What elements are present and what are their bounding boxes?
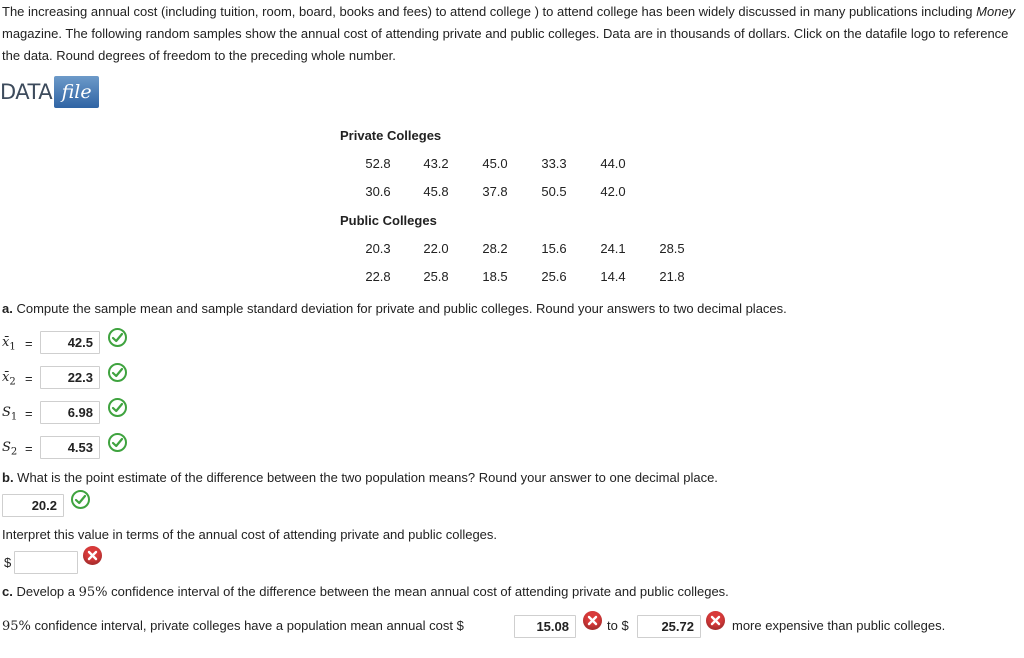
check-icon [108, 328, 127, 347]
public-cell: 28.5 [659, 241, 685, 256]
s1-label [2, 405, 17, 423]
public-cell: 24.1 [600, 241, 626, 256]
public-cell: 25.8 [423, 269, 449, 284]
s2-input[interactable]: 4.53 [40, 436, 100, 459]
part-a-text: Compute the sample mean and sample standard deviation for private and public colleges. Round your answers to two decimal places. [12, 301, 787, 316]
s2-label [2, 440, 17, 458]
part-a-label: a. [2, 301, 13, 316]
intro-text-1: The increasing annual cost (including tuition, room, board, books and fees) to attend college ) to attend college has been widely discussed in many publications including [2, 4, 977, 19]
private-cell: 33.3 [541, 156, 567, 171]
part-c-text-post: confidence interval of the difference between the mean annual cost of attending private and public colleges. [107, 584, 729, 599]
equals-sign: = [25, 406, 33, 421]
s2-subscript: 2 [10, 446, 18, 458]
s1-symbol: S [2, 405, 11, 420]
public-cell: 21.8 [659, 269, 685, 284]
intro-text-2: magazine. The following random samples show the annual cost of attending private and public colleges. Data are in thousands of dollars. Click on the datafile logo to reference the data. Round degrees of freedom to the preceding whole number. [2, 26, 1009, 63]
logo-data-text: DATA [0, 80, 53, 104]
ci-tail-text: more expensive than public colleges. [732, 618, 946, 633]
s1-input[interactable]: 6.98 [40, 401, 100, 424]
xbar1-subscript: 1 [9, 341, 16, 353]
private-cell: 50.5 [541, 184, 567, 199]
public-cell: 25.6 [541, 269, 567, 284]
part-c-label: c. [2, 584, 13, 599]
public-cell: 22.8 [365, 269, 391, 284]
check-icon [108, 433, 127, 452]
part-c-pct: 95% [78, 585, 108, 600]
private-cell: 52.8 [365, 156, 391, 171]
intro-magazine: Money [976, 4, 1016, 19]
private-cell: 45.0 [482, 156, 508, 171]
part-c-question [2, 584, 729, 600]
check-icon [108, 363, 127, 382]
dollar-sign: $ [4, 555, 12, 570]
interpret-text: Interpret this value in terms of the annual cost of attending private and public colleges. [2, 527, 498, 542]
datafile-logo[interactable] [0, 76, 99, 108]
public-cell: 20.3 [365, 241, 391, 256]
ci-lower-input[interactable]: 15.08 [514, 615, 576, 638]
interpret-input[interactable] [14, 551, 78, 574]
public-cell: 15.6 [541, 241, 567, 256]
xbar1-label [2, 335, 16, 353]
part-c-text-pre: Develop a [12, 584, 79, 599]
incorrect-icon [83, 546, 102, 565]
part-b-question [2, 470, 718, 485]
s1-subscript: 1 [10, 411, 18, 423]
logo-file-text: file [54, 76, 99, 108]
check-icon [108, 398, 127, 417]
private-colleges-title: Private Colleges [340, 128, 442, 143]
private-cell: 42.0 [600, 184, 626, 199]
xbar2-label [2, 370, 16, 388]
incorrect-icon [706, 611, 725, 630]
equals-sign: = [25, 371, 33, 386]
part-b-text: What is the point estimate of the difference between the two population means? Round your answer to one decimal place. [13, 470, 718, 485]
incorrect-icon [583, 611, 602, 630]
xbar1-symbol: x̄ [2, 335, 10, 350]
public-cell: 22.0 [423, 241, 449, 256]
point-estimate-input[interactable]: 20.2 [2, 494, 64, 517]
ci-pct: 95% [2, 619, 31, 634]
ci-upper-input[interactable]: 25.72 [637, 615, 701, 638]
private-cell: 44.0 [600, 156, 626, 171]
public-cell: 18.5 [482, 269, 508, 284]
check-icon [71, 490, 90, 509]
public-colleges-title: Public Colleges [340, 213, 437, 228]
equals-sign: = [25, 441, 33, 456]
part-b-label: b. [2, 470, 14, 485]
xbar2-input[interactable]: 22.3 [40, 366, 100, 389]
xbar2-symbol: x̄ [2, 370, 10, 385]
intro-paragraph [2, 1, 1022, 67]
private-cell: 37.8 [482, 184, 508, 199]
private-cell: 45.8 [423, 184, 449, 199]
public-cell: 14.4 [600, 269, 626, 284]
ci-text: confidence interval, private colleges have a population mean annual cost $ [30, 618, 464, 633]
private-cell: 43.2 [423, 156, 449, 171]
to-dollar-text: to $ [607, 618, 629, 633]
equals-sign: = [25, 336, 33, 351]
part-a-question [2, 301, 787, 316]
xbar2-subscript: 2 [9, 376, 16, 388]
private-cell: 30.6 [365, 184, 391, 199]
ci-sentence [2, 618, 464, 634]
public-cell: 28.2 [482, 241, 508, 256]
xbar1-input[interactable]: 42.5 [40, 331, 100, 354]
s2-symbol: S [2, 440, 11, 455]
